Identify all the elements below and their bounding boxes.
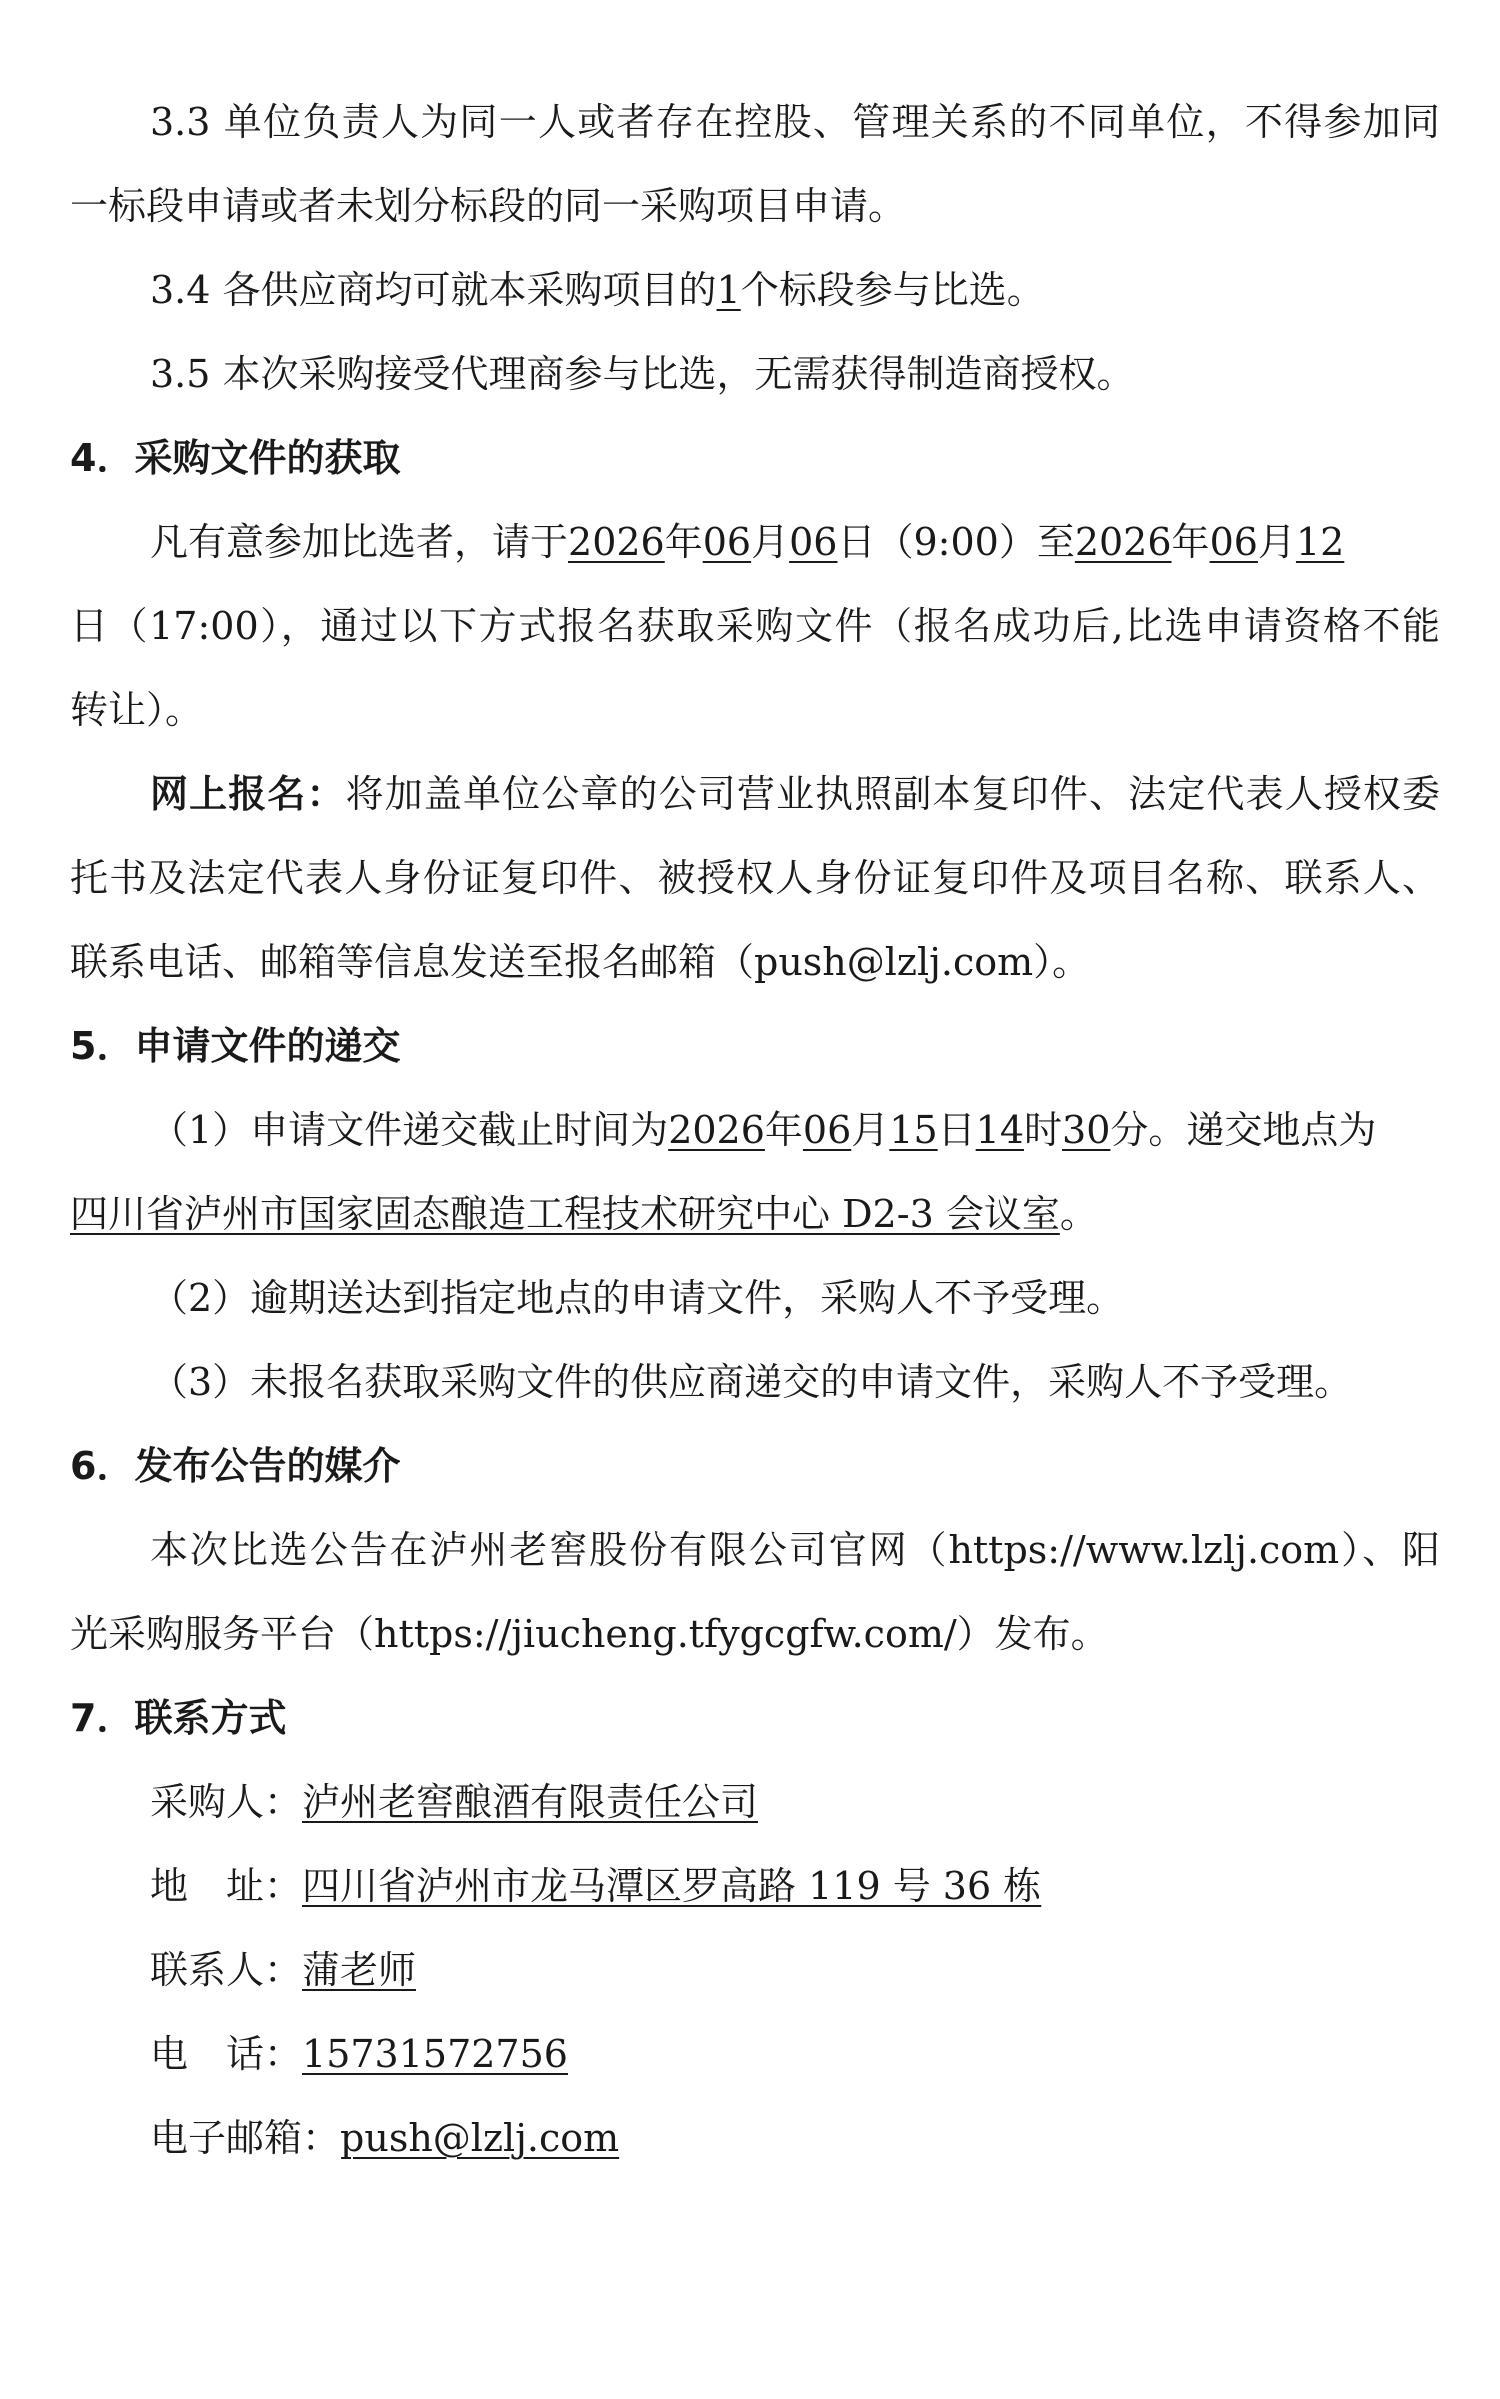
online-registration-line-2: 托书及法定代表人身份证复印件、被授权人身份证复印件及项目名称、联系人、 — [70, 856, 1440, 900]
para-5-1-line-2: 四川省泸州市国家固态酿造工程技术研究中心 D2-3 会议室。 — [70, 1192, 1098, 1236]
section-4-heading: 4．采购文件的获取 — [70, 436, 401, 480]
submission-place: 四川省泸州市国家固态酿造工程技术研究中心 D2-3 会议室 — [70, 1192, 1060, 1236]
para-5-1-line-1: （1）申请文件递交截止时间为2026年06月15日14时30分。递交地点为 — [150, 1108, 1377, 1152]
para-3-3-line-1: 3.3 单位负责人为同一人或者存在控股、管理关系的不同单位，不得参加同 — [150, 100, 1440, 144]
para-6-line-1: 本次比选公告在泸州老窖股份有限公司官网（https://www.lzlj.com）、阳 — [150, 1528, 1440, 1572]
contact-phone: 电 话：15731572756 — [150, 2032, 568, 2076]
para-3-4: 3.4 各供应商均可就本采购项目的1个标段参与比选。 — [150, 268, 1045, 312]
para-4-line-1: 凡有意参加比选者，请于2026年06月06日（9:00）至2026年06月12 — [150, 520, 1345, 564]
section-6-heading: 6．发布公告的媒介 — [70, 1444, 401, 1488]
contact-buyer: 采购人：泸州老窖酿酒有限责任公司 — [150, 1780, 759, 1824]
para-4-line-3: 转让）。 — [70, 688, 204, 732]
para-3-5: 3.5 本次采购接受代理商参与比选，无需获得制造商授权。 — [150, 352, 1135, 396]
para-4-line-2: 日（17:00），通过以下方式报名获取采购文件（报名成功后,比选申请资格不能 — [70, 604, 1440, 648]
para-3-3-line-2: 一标段申请或者未划分标段的同一采购项目申请。 — [70, 184, 907, 228]
section-5-heading: 5．申请文件的递交 — [70, 1024, 401, 1068]
para-6-line-2: 光采购服务平台（https://jiucheng.tfygcgfw.com/）发布。 — [70, 1612, 1109, 1656]
online-registration-line-1: 网上报名：将加盖单位公章的公司营业执照副本复印件、法定代表人授权委 — [150, 772, 1440, 816]
section-7-heading: 7．联系方式 — [70, 1696, 287, 1740]
online-registration-label: 网上报名： — [150, 772, 346, 816]
online-registration-line-3: 联系电话、邮箱等信息发送至报名邮箱（push@lzlj.com）。 — [70, 940, 1091, 984]
para-5-2: （2）逾期送达到指定地点的申请文件，采购人不予受理。 — [150, 1276, 1125, 1320]
contact-address: 地 址：四川省泸州市龙马潭区罗高路 119 号 36 栋 — [150, 1864, 1042, 1908]
contact-person: 联系人：蒲老师 — [150, 1948, 417, 1992]
para-5-3: （3）未报名获取采购文件的供应商递交的申请文件，采购人不予受理。 — [150, 1360, 1353, 1404]
contact-email: 电子邮箱：push@lzlj.com — [150, 2116, 620, 2160]
lot-count: 1 — [716, 268, 741, 312]
